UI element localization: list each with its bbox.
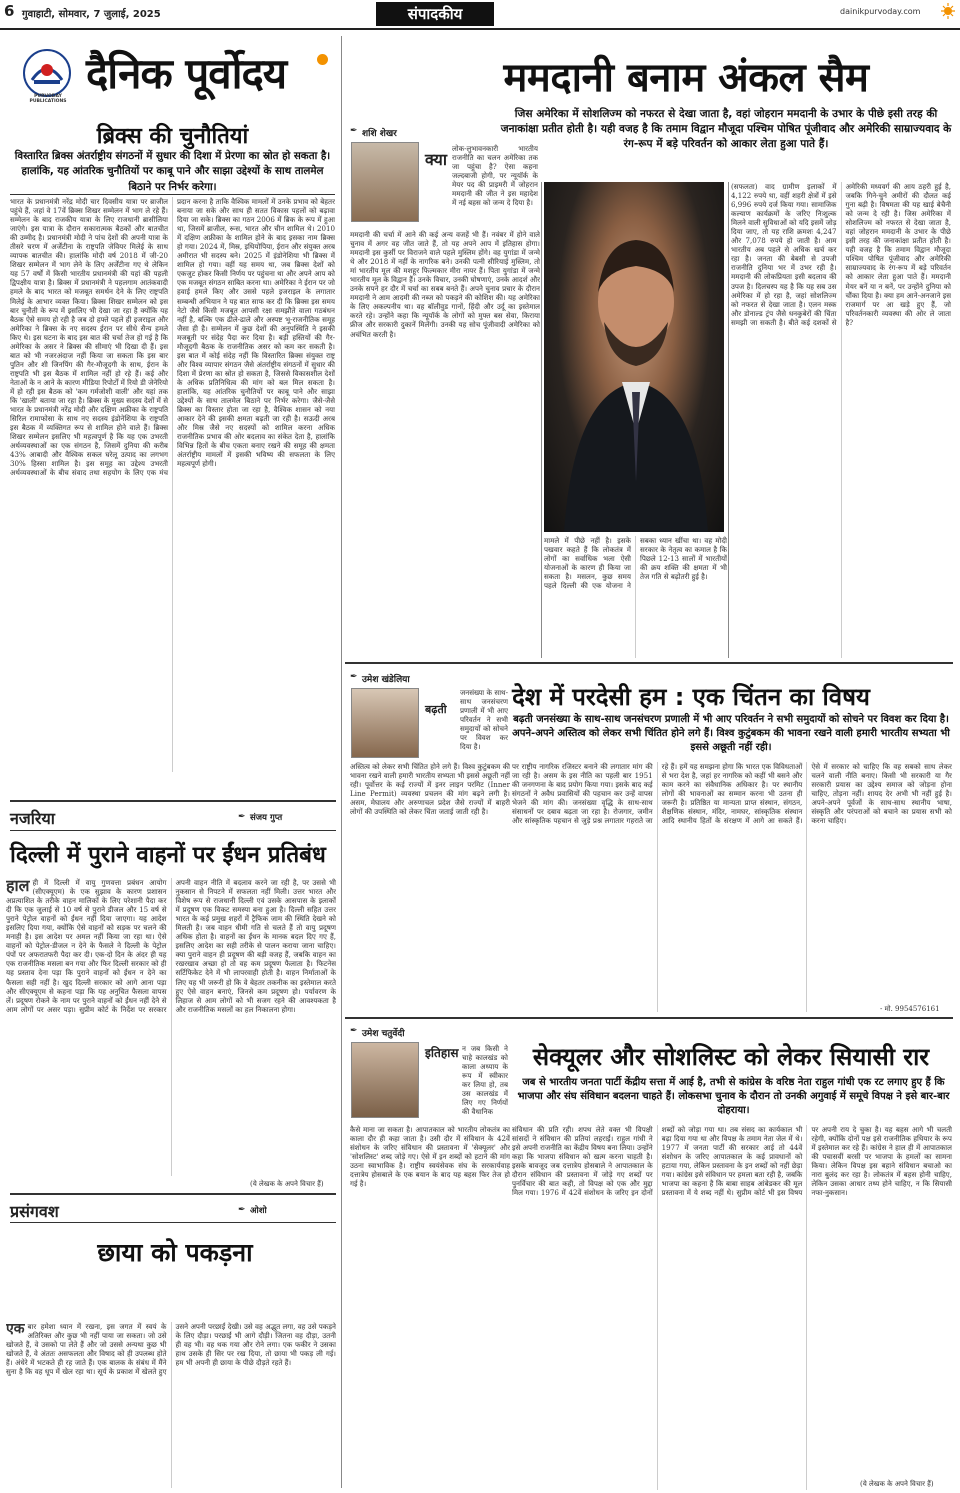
editorial-title: ब्रिक्स की चुनौतियां	[96, 124, 249, 149]
editorial-body: भारत के प्रधानमंत्री नरेंद्र मोदी चार दिवसीय यात्रा पर ब्राजील पहुंचे हैं, जहां वे 17वें ब्रिक्स शिखर सम्मेलन में भाग ले रहे हैं। सम्मेलन के बाद राजकीय यात्रा के लिए राजधानी ब्रासीलिया जाएंगे। इस यात्रा के दौरान सकारात्मक बैठकों और बातचीत की उम्मीद है। प्रधानमंत्री मोदी ने पांच देशों की अपनी यात्रा के तीसरे चरण में अर्जेंटीना के राष्ट्रपति जेवियर मिलेई के साथ व्यापक बातचीत की। हालांकि मोदी वर्ष 2018 में जी-20 शिखर सम्मेलन में भाग लेने के लिए अर्जेंटीना गए थे लेकिन यह 57 वर्षों में किसी भारतीय प्रधानमंत्री की यहां की पहली द्विपक्षीय यात्रा है। ब्रिक्स में प्रधानमंत्री ने पहलगाम आतंकवादी हमले के बाद भारत को मजबूत समर्थन देने के लिए राष्ट्रपति मिलेई के आभार व्यक्त किया। ब्रिक्स शिखर सम्मेलन को इस बार चुनौती के रूप में इसलिए भी देखा जा रहा है क्योंकि यह बैठक ऐसे समय हो रही है जब दो हफ्ते पहले ही इजराइल और अमेरिका ने ब्रिक्स के नए सदस्य ईरान पर सीधे सैन्य हमले किए थे। इस घटना के बाद इस बात की चर्चा तेज हो गई है कि अमेरिका के असर ने ब्रिक्स की सीमाएं भी दिखा दी हैं। इस बात को भी नजरअंदाज नहीं किया जा सकता कि इस बार पुतिन और शी जिनपिंग की गैर-मौजूदगी के साथ, ईरान के राष्ट्रपति भी इस बैठक में शामिल नहीं हो रहे हैं। कई और नेताओं के न आने के कारण मीडिया रिपोर्टों में रियो डी जेनेरियो में हो रही इस बैठक को 'कम गर्मजोशी वाली' और यहां तक कि 'खाली' बताया जा रहा है। ब्रिक्स के मुख्य सदस्य देशों में से भारत के प्रधानमंत्री नरेंद्र मोदी और दक्षिण अफ्रीका के राष्ट्रपति सिरिल रामाफोसा के साथ नए सदस्य इंडोनेशिया के राष्ट्रपति इस बैठक में व्यक्तिगत रूप से शामिल होने वाले हैं। ब्रिक्स शिखर सम्मेलन इसलिए भी महत्वपूर्ण है कि यह एक उभरती अर्थव्यवस्थाओं का एक संगठन है, जिसमें दुनिया की करीब 43% आबादी और वैश्विक सकल घरेलू उत्पाद का लगभग 30% हिस्सा शामिल है। इस समूह का उद्देश्य उभरती अर्थव्यवस्थाओं के बीच संवाद तथा सहयोग के लिए एक मंच प्रदान करना है ताकि वैश्विक मामलों में उनके प्रभाव को बेहतर बनाया जा सके और साथ ही सतत विकास पहलों को बढ़ावा दिया जा सके। ब्रिक्स का गठन 2006 में ब्रिक के रूप में हुआ था, जिसमें ब्राजील, रूस, भारत और चीन शामिल थे। 2010 में दक्षिण अफ्रीका के शामिल होने के बाद इसका नाम ब्रिक्स हो गया। 2024 में, मिस्र, इथियोपिया, ईरान और संयुक्त अरब अमीरात भी सदस्य बने। 2025 में इंडोनेशिया भी ब्रिक्स में शामिल हो गया। वहीं यह समय था, जब ब्रिक्स देशों को एकजुट होकर किसी निर्णय पर पहुंचना था और अपने आप को एक मजबूत संगठन साबित करना था। अमेरिका ने ईरान पर जो हवाई हमले किए और उससे पहले इजराइल के लगातार सम्बन्धी अभियान ने यह बात साफ कर दी कि ब्रिक्स इस समय नेटो जैसे किसी मजबूत आपसी रक्षा समझौते वाला गठबंधन नहीं है, बल्कि एक ढीले-ढाले और अस्पष्ट भू-राजनीतिक समूह जैसा ही है। सम्मेलन में कुछ देशों की अनुपस्थिति ने इसकी मजबूती पर संदेह पैदा कर दिया है। बड़ी हस्तियों की गैर-मौजूदगी बैठक के राजनीतिक असर को कम कर सकती है। इस बात में कोई संदेह नहीं कि विस्तारित ब्रिक्स संयुक्त राष्ट्र और विश्व व्यापार संगठन जैसे अंतर्राष्ट्रीय संगठनों में सुधार की दिशा में प्रेरणा का स्रोत हो सकता है, जिससे विकासशील देशों के अधिक प्रतिनिधित्व की मांग को बल मिल सकता है। हालांकि, यह आंतरिक चुनौतियों पर काबू पाने और साझा उद्देश्यों के साथ तालमेल बिठाने पर निर्भर करेगा। जैसे-जैसे ब्रिक्स का विस्तार होता जा रहा है, वैश्विक शासन को नया आकार देने की इसकी क्षमता बढ़ती जा रही है। सऊदी अरब और मिस्र जैसे नए सदस्यों को शामिल करना अधिक राजनीतिक प्रभाव की ओर बदलाव का संकेत देता है, हालांकि विभिन्न हितों के बीच एकता बनाए रखने की समूह की क्षमता अंतर्राष्ट्रीय मामलों में इसकी भविष्य की सफलता के लिए महत्वपूर्ण होगी।	[10, 197, 335, 478]
column-label: नजरिया	[10, 809, 55, 828]
page-number: 6	[4, 2, 15, 20]
site-url[interactable]: dainikpurvoday.com	[840, 7, 921, 16]
lead-article-author: शशि शेखर	[362, 129, 397, 139]
divider	[345, 1017, 953, 1019]
section-title: संपादकीय	[376, 2, 494, 26]
column-body	[6, 1322, 336, 1488]
article-deck: बढ़ती जनसंख्या के साथ-साथ जनसंचरण प्रणाली में भी आए परिवर्तन ने सभी समुदायों को सोचने पर विवश कर दिया है। अपने-अपने अस्तित्व को लेकर सभी चिंतित होने लगे हैं। विश्व कुटुंबकम की भावना रखने वाली हमारी भारतीय सभ्यता भी इससे अछूती नहीं रही।	[512, 714, 950, 753]
quill-icon: ✒	[350, 1026, 358, 1036]
lead-article-body-right: (सफलता) वाद ग्रामीण इलाकों में 4,122 रुपये था, वहीं शहरी क्षेत्रों में इसे 6,996 रुपये दर्ज किया गया। सामाजिक कल्याण कार्यक्रमों के जरिए निःशुल्क मिलने वाली सुविधाओं को यदि इसमें जोड़ दिया जाए, तो यह राशि क्रमशः 4,247 और 7,078 रुपये हो जाती है। आम भारतीय अब पहले से अधिक खर्च कर रहा है। जनता की बेबसी से उपजी राजनीति दुनिया भर में उभर रही है। ममदानी की लोकप्रियता इसी बदलाव की उपज है। दिलचस्प यह है कि यह सब उस अमेरिका में हो रहा है, जहां सोशलिज्म को नफरत से देखा जाता है। एलन मस्क और डोनाल्ड ट्रंप जैसे धनकुबेरों की चिंता समझी जा सकती है। बीते कई दशकों से अमेरिकी मध्यवर्ग की आय ठहरी हुई है, जबकि गिने-चुने अमीरों की दौलत कई गुना बढ़ी है। विषमता की यह खाई बेचैनी को जन्म दे रही है। जिस अमेरिका में सोशलिज्म को नफरत से देखा जाता है, वहां जोहरान ममदानी के उभार के पीछे इसी तरह की जनाकांक्षा प्रतीत होती है। यही वजह है कि तमाम विद्वान मौजूदा पश्चिम पोषित पूंजीवाद और अमेरिकी साम्राज्यवाद के रंग-रूप में बड़े परिवर्तन को आकार लेता हुआ पाते हैं। ममदानी मेयर बनें या न बनें, पर उन्होंने दुनिया को चौंका दिया है। क्या हम आने-अनजाने इस राजमार्ग पर आ खड़े हुए हैं, जो परिवर्तनकारी व्यवस्था की ओर ले जाता है?	[731, 182, 951, 327]
author-photo	[351, 142, 419, 222]
divider	[10, 194, 335, 195]
dateline: गुवाहाटी, सोमवार, 7 जुलाई, 2025	[22, 9, 161, 20]
column-body-text: बार हमेशा ध्यान में रखना, इस जगत में स्वयं के अतिरिक्त और कुछ भी नहीं पाया जा सकता। जो उसे खोजते हैं, वे उसको पा लेते हैं और जो उससे अन्यथा कुछ भी खोजते हैं, वे अंततः असफलता और विषाद को ही उपलब्ध होते हैं। अंधेरे में भटकते ही रह जाते हैं। एक बालक के संबंध में मैंने सुना है कि वह धूप में खेल रहा था। सूर्य के प्रकाश में खेलते हुए उसने अपनी परछाईं देखी। उसे वह अद्भुत लगा, वह उसे पकड़ने के लिए दौड़ा। परछाईं भी आगे दौड़ी। जितना वह दौड़ा, उतनी ही वह भी। वह थक गया और रोने लगा। एक फकीर ने उसका हाथ उसके ही सिर पर रख दिया, तो छाया भी पकड़ ली गई। हम भी अपनी ही छाया के पीछे दौड़ते रहते हैं।	[6, 1322, 336, 1377]
article-title: सेक्यूलर और सोशलिस्ट को लेकर सियासी रार	[532, 1043, 930, 1071]
divider	[345, 662, 953, 664]
lead-word: इतिहास	[425, 1046, 459, 1060]
article-title: देश में परदेसी हम : एक चिंतन का विषय	[512, 683, 870, 711]
column-title: छाया को पकड़ना	[97, 1238, 253, 1267]
lead-article-deck: जिस अमेरिका में सोशलिज्म को नफरत से देखा जाता है, वहां जोहरान ममदानी के उभार के पीछे इसी तरह की जनाकांक्षा प्रतीत होती है। यही वजह है कि तमाम विद्वान मौजूदा पश्चिम पोषित पूंजीवाद और अमेरिकी साम्राज्यवाद के रंग-रूप में बड़े परिवर्तन को आकार लेता हुआ पाते हैं।	[500, 108, 952, 150]
lead-article-title: ममदानी बनाम अंकल सैम	[503, 55, 869, 101]
quill-icon: ✒	[350, 672, 358, 682]
lead-article-body-bottom: मामले में पीछे नहीं है। इसके पखवार कहते हैं कि लोकतंत्र में लोगों का सर्वाधिक भला ऐसी योजनाओं के कारण ही किया जा सकता है। मसलन, कुछ समय पहले दिल्ली की एक योजना ने सबका ध्यान खींचा था। वह मोदी सरकार के नेतृत्व का कमाल है कि पिछले 12-13 सालों में भारतीयों की क्रय शक्ति की क्षमता में भी तेज गति से बढ़ोतरी हुई है।	[544, 536, 727, 591]
divider	[10, 830, 336, 831]
lead-word: हाल	[6, 878, 30, 895]
divider	[10, 1222, 336, 1223]
quill-icon: ✒	[238, 1205, 246, 1215]
author-photo	[351, 688, 419, 758]
lead-word: बढ़ती	[425, 703, 447, 716]
logo-caption: PURVODAY PUBLICATIONS	[29, 94, 67, 104]
column-rule	[341, 36, 342, 1488]
column-rule	[541, 182, 542, 658]
sun-logo-icon	[940, 2, 956, 20]
lead-article-intro: लोक-लुभावनकारी भारतीय राजनीति का चलन अमेरिका तक जा पहुंचा है? ऐसा कहना जल्दबाजी होगी, पर न्यूयॉर्क के मेयर पद की प्राइमरी में जोहरान ममदानी की जीत ने इस महादेश में नई बहस को जन्म दे दिया है।	[452, 144, 538, 208]
column-body	[6, 878, 336, 1176]
author-photo	[351, 1042, 419, 1118]
newspaper-title: दैनिक पूर्वोदय	[86, 49, 287, 98]
article-intro: न जब किसी ने चाहे कालखंड को काला अध्याय के रूप में स्वीकार कर लिया हो, तब उस कालखंड में लिए गए निर्णयों की वैधानिक	[462, 1044, 508, 1117]
lead-word: एक	[6, 1322, 25, 1337]
portrait-illustration	[544, 182, 724, 532]
lead-word: क्या	[425, 150, 447, 169]
column-author: संजय गुप्त	[250, 813, 283, 823]
article-author: उमेश चतुर्वेदी	[362, 1029, 405, 1039]
column-label: प्रसंगवश	[10, 1202, 59, 1221]
column-body-text: ही में दिल्ली में वायु गुणवत्ता प्रबंधन आयोग (सीएक्यूएम) के एक सुझाव के कारण प्रशासन अप्रत्याशित के तरीके वाहन मालिकों के लिए परेशानी पैदा कर दी कि एक जुलाई से 10 वर्ष से पुराने डीजल और 15 वर्ष से पुराने पेट्रोल वाहनों को ईंधन नहीं दिया जाएगा। यह आदेश इसलिए दिया गया, क्योंकि ऐसे वाहनों को सड़क पर चलने की मनाही है। इस आदेश पर अमल नहीं किया जा रहा था। ऐसे वाहनों को पेट्रोल-डीजल न देने के फैसले ने दिल्ली के पेट्रोल पंपों पर अफरातफरी पैदा कर दी। एक-दो दिन के अंदर ही यह एक राजनीतिक मसला बन गया और फिर दिल्ली सरकार को ही यह प्रस्ताव देना पड़ा कि पुराने वाहनों को ईंधन न देने का फैसला सही नहीं है। खुद दिल्ली सरकार को आगे आना पड़ा और सीएक्यूएम से कहना पड़ा कि यह अनुचित फैसला वापस लें। प्रदूषण रोकने के नाम पर पुराने वाहनों को ईंधन नहीं देने से आम लोगों पर असर पड़ा। सुप्रीम कोर्ट के निर्देश पर सरकार अपनी वाहन नीति में बदलाव करने जा रही है, पर उससे भी नुकसान से निपटने में सफलता नहीं मिली। उत्तर भारत और विशेष रूप से राजधानी दिल्ली एवं उसके आसपास के इलाकों में प्रदूषण एक विकट समस्या बना हुआ है। दिल्ली सहित उत्तर भारत के कई प्रमुख शहरों में ट्रैफिक जाम की स्थिति देखने को मिलती है। जब वाहन धीमी गति से चलते हैं तो वायु प्रदूषण अधिक होता है। वाहनों का ईंधन के मानक बदल दिए गए हैं, इसलिए आदेश का सही तरीके से पालन कराया जाना चाहिए। क्या पुराने वाहन ही प्रदूषण की बड़ी वजह हैं, जबकि वाहन का रखरखाव अच्छा हो तो वह कम प्रदूषण फैलाता है। फिटनेस सर्टिफिकेट देने में भी लापरवाही होती है। वाहन निर्माताओं के लिए यह भी जरूरी हो कि वे बेहतर तकनीक का इस्तेमाल करते हुए ऐसे वाहन बनाएं, जिनसे कम प्रदूषण हो। पर्यावरण के लिहाज से आम लोगों को भी सजग रहने की आवश्यकता है और राजनीतिक मसलों का हल निकालना होगा।	[6, 878, 336, 1014]
column-rule	[728, 182, 729, 658]
lead-article-body-left: ममदानी की चर्चा में आने की कई अन्य वजहें भी हैं। नवंबर में होने वाले चुनाव में अगर वह जीत जाते हैं, तो यह अपने आप में इतिहास होगा। ममदानी इस कुर्सी पर विराजने वाले पहले मुस्लिम होंगे। वह युगांडा में जन्मे थे और 2018 में नहीं के नागरिक बने। उनकी पत्नी सीरियाई मुस्लिम, तो मां भारतीय मूल की मशहूर फिल्मकार मीरा नायर हैं। पिता युगांडा में जन्मे भारतीय मूल के विद्वान हैं। उनके विचार, उनकी घोषणाएं, उनके आदर्श और उनके सपने हर दौर में चर्चा का सबब बनते हैं। अपने चुनाव प्रचार के दौरान ममदानी ने आम आदमी की नब्ज को पकड़ने की कोशिश की। यह अमेरिका के लिए अकल्पनीय था। वह बॉलीवुड गानों, हिंदी और उर्दू का इस्तेमाल करते रहे। उन्होंने कहा कि न्यूयॉर्क के लोगों को मुफ्त बस सेवा, किराया फ्रीज और सरकारी दुकानें मिलेंगी। उनकी यह सोच पूंजीवादी अमेरिका को अचंभित करती है।	[350, 230, 540, 339]
publication-logo-icon	[22, 48, 72, 98]
article-intro: जनसंख्या के साथ-साथ जनसंचरण प्रणाली में भी आए परिवर्तन ने सभी समुदायों को सोचने पर विवश कर दिया है।	[460, 688, 508, 752]
article-deck: जब से भारतीय जनता पार्टी केंद्रीय सत्ता में आई है, तभी से कांग्रेस के वरिष्ठ नेता राहुल गांधी एक रट लगाए हुए हैं कि भाजपा और संघ संविधान बदलना चाहते हैं। लोकसभा चुनाव के दौरान तो उनकी अगुवाई में समूचे विपक्ष ने इसे बार-बार दोहराया।	[517, 1077, 950, 1116]
editorial-deck: विस्तारित ब्रिक्स अंतर्राष्ट्रीय संगठनों में सुधार की दिशा में प्रेरणा का स्रोत हो सकता है। हालांकि, यह आंतरिक चुनौतियों पर काबू पाने और साझा उद्देश्यों के साथ तालमेल बिठाने पर निर्भर करेगा।	[14, 150, 331, 193]
lead-article-photo	[544, 182, 724, 532]
quill-icon: ✒	[350, 126, 358, 136]
article-body: पर राष्ट्रीय नागरिक रजिस्टर बनाने की लगातार मांग की जा रही है। असम के इस नीति का पहली बार 1951 की जनगणना के बाद प्रयोग किया गया। इसके बाद कई संगठनों ने अवैध प्रवासियों की पहचान कर उन्हें वापस भेजने की मांग की। जनसंख्या वृद्धि के साथ-साथ संसाधनों पर दबाव बढ़ता जा रहा है। रोजगार, जमीन और सांस्कृतिक पहचान से जुड़े प्रश्न लगातार गहराते जा रहे हैं। हमें यह समझना होगा कि भारत एक विविधताओं से भरा देश है, जहां हर नागरिक को कहीं भी बसने और काम करने का संवैधानिक अधिकार है। पर स्थानीय लोगों की भावनाओं का सम्मान करना भी उतना ही जरूरी है। प्रतिष्ठित या मान्यता प्राप्त संस्थान, संगठन, शैक्षणिक संस्थान, मंदिर, नामघर, सांस्कृतिक संस्थान आदि स्थानीय हितों के संरक्षण में आगे आ सकते हैं। ऐसे में सरकार को चाहिए कि वह सबको साथ लेकर चलने वाली नीति बनाए। किसी भी सरकारी या गैर सरकारी प्रयास का उद्देश्य समाज को जोड़ना होना चाहिए, तोड़ना नहीं। शायद देर अभी भी नहीं हुई है। अपने-अपने पूर्वजों के साथ-साथ स्थानीय भाषा, संस्कृति और परंपराओं को बचाने का प्रयास सभी को करना चाहिए।	[512, 762, 952, 826]
masthead-sun-dot	[317, 54, 328, 65]
quill-icon: ✒	[238, 812, 246, 822]
author-note: - मो. 9954576161	[880, 1005, 940, 1013]
author-note: (ये लेखक के अपने विचार हैं)	[250, 1180, 324, 1188]
column-title: दिल्ली में पुराने वाहनों पर ईंधन प्रतिबंध	[10, 842, 326, 868]
article-body-left: अस्तित्व को लेकर सभी चिंतित होने लगे हैं। विश्व कुटुंबकम की भावना रखने वाली हमारी भारतीय सभ्यता भी इससे अछूती नहीं रही। पूर्वोत्तर के कई राज्यों में इनर लाइन परमिट (Inner Line Permit) व्यवस्था प्रचलन की मांग बढ़ने लगी है। असम, मेघालय और अरुणाचल प्रदेश जैसे राज्यों में बाहरी लोगों की उपस्थिति को लेकर चिंता जताई जाती रही है।	[350, 762, 510, 817]
column-author: ओशो	[250, 1206, 267, 1216]
article-body-left: कैसे माना जा सकता है। आपातकाल को भारतीय लोकतंत्र का काला दौर ही कहा जाता है। उसी दौर में संविधान के 42वें संशोधन के जरिए संविधान की प्रस्तावना में 'सेक्यूलर' और 'सोशलिस्ट' शब्द जोड़े गए। ऐसे में इन शब्दों को हटाने की मांग उठना स्वाभाविक है। राष्ट्रीय स्वयंसेवक संघ के सरकार्यवाह दत्तात्रेय होसबाले के एक बयान के बाद यह बहस फिर तेज हो गई है।	[350, 1125, 510, 1189]
author-note: (ये लेखक के अपने विचार हैं)	[860, 1480, 934, 1488]
divider	[10, 1193, 336, 1195]
divider	[10, 800, 336, 802]
article-author: उमेश खंडेलिया	[362, 675, 410, 685]
article-body: संविधान की प्रति रही। शपथ लेते वक्त भी विपक्षी सांसदों ने संविधान की प्रतियां लहराईं। राहुल गांधी ने इसे अपनी राजनीति का केंद्रीय विषय बना लिया। उन्होंने कहा कि भाजपा संविधान को खत्म करना चाहती है। इसके बावजूद जब दत्तात्रेय होसबाले ने आपातकाल के दौरान संविधान की प्रस्तावना में जोड़े गए शब्दों पर पुनर्विचार की बात कही, तो विपक्ष को एक और मुद्दा मिल गया। 1976 में 42वें संशोधन के जरिए इन दोनों शब्दों को जोड़ा गया था। तब संसद का कार्यकाल भी बढ़ा दिया गया था और विपक्ष के तमाम नेता जेल में थे। 1977 में जनता पार्टी की सरकार आई तो 44वें संशोधन के जरिए आपातकाल के कई प्रावधानों को हटाया गया, लेकिन प्रस्तावना के इन शब्दों को नहीं छेड़ा गया। कांग्रेस इसे संविधान पर हमला बता रही है, जबकि भाजपा का कहना है कि बाबा साहब आंबेडकर की मूल प्रस्तावना में ये शब्द नहीं थे। सुप्रीम कोर्ट भी इस विषय पर अपनी राय दे चुका है। यह बहस आगे भी चलती रहेगी, क्योंकि दोनों पक्ष इसे राजनीतिक हथियार के रूप में इस्तेमाल कर रहे हैं। कांग्रेस ने हाल ही में आपातकाल की पचासवीं बरसी पर भाजपा के हमलों का सामना किया। लेकिन विपक्ष इस बहाने संविधान बचाओ का नारा बुलंद कर रहा है। लोकतंत्र में बहस होनी चाहिए, लेकिन उसका आधार तथ्य होने चाहिए, न कि सियासी नफा-नुकसान।	[512, 1125, 952, 1198]
